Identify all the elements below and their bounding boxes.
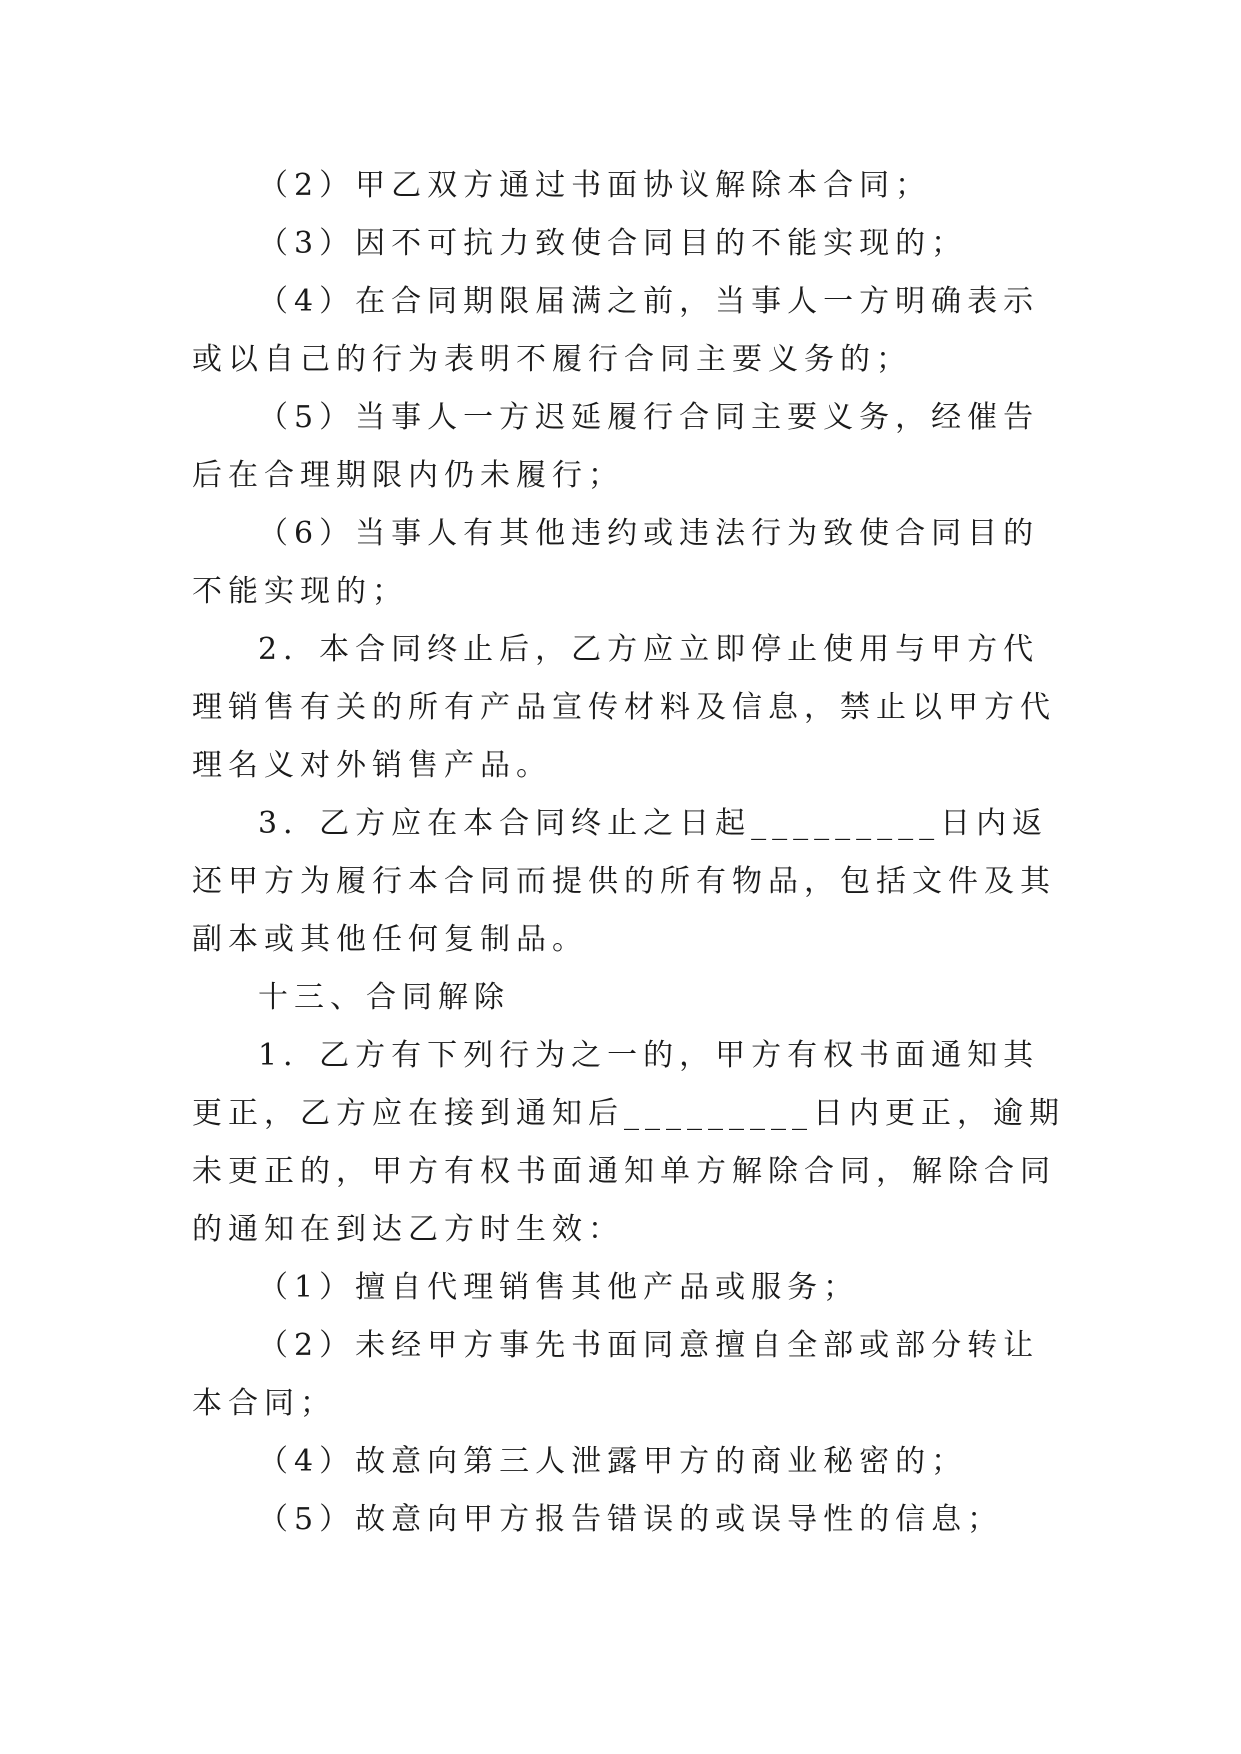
heading-contract-rescission: 十三、合同解除: [258, 980, 510, 1015]
clause-4-anticipatory-breach: （4）在合同期限届满之前，当事人一方明确表示或以自己的行为表明不履行合同主要义务的；: [192, 284, 1040, 377]
rescission-item-2: （2）未经甲方事先书面同意擅自全部或部分转让本合同；: [192, 1328, 1040, 1421]
clause-2-mutual-termination: （2）甲乙双方通过书面协议解除本合同；: [258, 168, 932, 203]
section-3-return-items: 3．乙方应在本合同终止之日起_________日内返还甲方为履行本合同而提供的所有物品，包括文件及其副本或其他任何复制品。: [192, 806, 1056, 957]
clause-5-delayed-performance: （5）当事人一方迟延履行合同主要义务，经催告后在合理期限内仍未履行；: [192, 400, 1040, 493]
rescission-item-5: （5）故意向甲方报告错误的或误导性的信息；: [258, 1502, 1004, 1537]
document-body: [192, 157, 1072, 1549]
rescission-item-4: （4）故意向第三人泄露甲方的商业秘密的；: [258, 1444, 968, 1479]
rescission-section-1: 1．乙方有下列行为之一的，甲方有权书面通知其更正，乙方应在接到通知后_________日内更正，逾期未更正的，甲方有权书面通知单方解除合同，解除合同的通知在到达乙方时生效：: [192, 1038, 1065, 1247]
clause-6-other-breach: （6）当事人有其他违约或违法行为致使合同目的不能实现的；: [192, 516, 1040, 609]
clause-3-force-majeure: （3）因不可抗力致使合同目的不能实现的；: [258, 226, 968, 261]
rescission-item-1: （1）擅自代理销售其他产品或服务；: [258, 1270, 860, 1305]
section-2-post-termination: 2．本合同终止后，乙方应立即停止使用与甲方代理销售有关的所有产品宣传材料及信息，禁止以甲方代理名义对外销售产品。: [192, 632, 1056, 783]
